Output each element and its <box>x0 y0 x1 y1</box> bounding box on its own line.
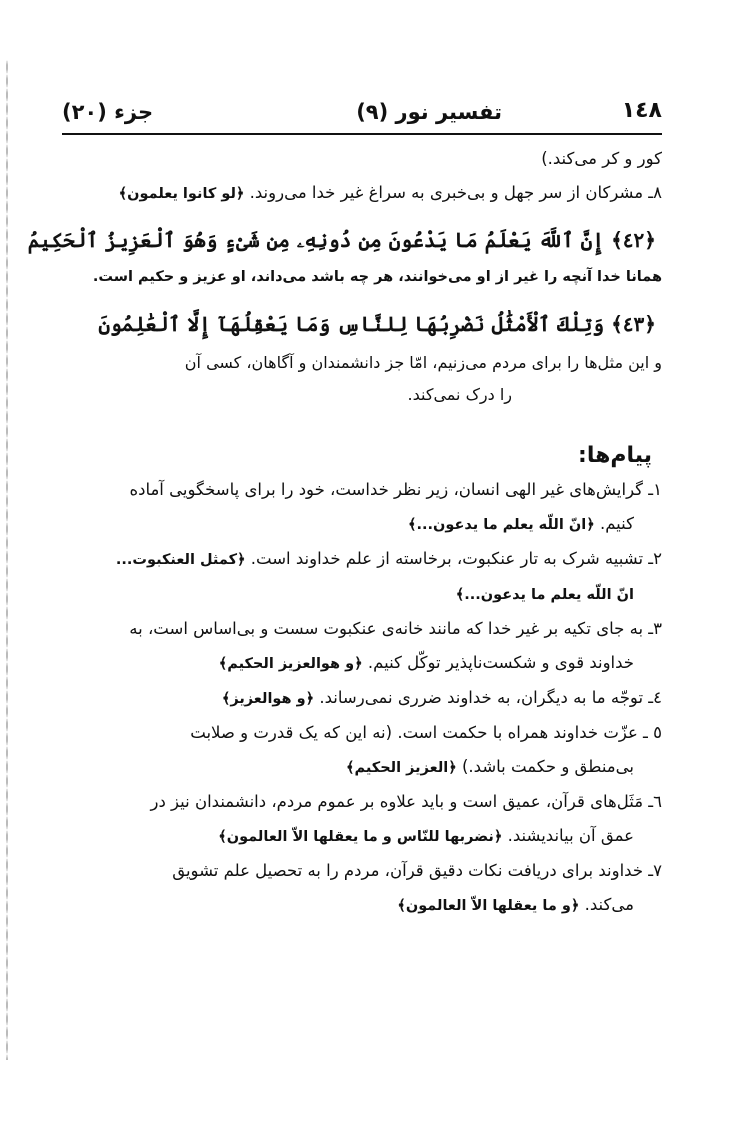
message-line: ٦ـ مَثَل‌های قرآن، عمیق است و باید علاوه بر عموم مردم، دانشمندان نیز در <box>150 792 662 811</box>
message-line <box>62 507 662 542</box>
part-label: جزء (٢٠) <box>62 100 154 124</box>
page-number: ١٤٨ <box>621 98 662 123</box>
message-item-4 <box>62 681 662 716</box>
message-line <box>62 577 662 612</box>
message-text: خداوند قوی و شکست‌ناپذیر توکّل کنیم. <box>367 653 634 672</box>
message-quote: ﴿العزیز الحکیم﴾ <box>346 760 457 776</box>
message-item-2 <box>62 542 662 612</box>
message-line <box>62 646 662 681</box>
verse-42-arabic: ﴿٤٢﴾ إِنَّ ٱللَّهَ يَعْلَمُ مَا يَدْعُونَ مِن دُونِهِۦ مِن شَىْءٍ وَهُوَ ٱلْعَزِيزُ ٱلْحَكِيمُ <box>27 228 656 252</box>
message-line: ٥ ـ عزّت خداوند همراه با حکمت است. (نه این که یک قدرت و صلابت <box>190 723 662 742</box>
item-text: ٨ـ مشرکان از سر جهل و بی‌خبری به سراغ غیر خدا می‌روند. <box>249 183 662 202</box>
intro-line: کور و کر می‌کند.) <box>541 149 662 168</box>
verse-42-translation: همانا خدا آنچه را غیر از او می‌خوانند، هر چه باشد می‌داند، او عزیز و حکیم است. <box>92 269 662 285</box>
message-line <box>62 888 662 923</box>
item-quote: ﴿لو کانوا یعلمون﴾ <box>118 186 245 202</box>
message-quote: انّ اللّه یعلم ما یدعون...﴾ <box>455 587 634 603</box>
intro-item-8 <box>62 176 662 211</box>
message-text: می‌کند. <box>584 895 634 914</box>
message-line <box>62 819 662 854</box>
message-quote: ﴿نضربها للنّاس و ما یعقلها الاّ العالمون﴾ <box>218 829 503 845</box>
messages-heading: پیام‌ها: <box>578 443 652 468</box>
message-text: ٢ـ تشبیه شرک به تار عنکبوت، برخاسته از علم خداوند است. <box>250 549 662 568</box>
message-line <box>62 750 662 785</box>
verse-43-translation-line2: را درک نمی‌کند. <box>407 385 512 404</box>
message-item-7 <box>62 854 662 923</box>
message-text: عمق آن بیاندیشند. <box>507 826 634 845</box>
message-text: کنیم. <box>599 514 634 533</box>
message-quote: ﴿انّ اللّه یعلم ما یدعون...﴾ <box>407 517 595 533</box>
verse-43-arabic: ﴿٤٣﴾ وَتِلْكَ ٱلْأَمْثَٰلُ نَضْرِبُهَا لِلنَّاسِ وَمَا يَعْقِلُهَآ إِلَّا ٱلْعَٰلِمُونَ <box>98 312 656 336</box>
page-content <box>27 142 662 923</box>
message-quote: ﴿کمثل العنکبوت... <box>115 552 246 568</box>
message-item-1 <box>62 473 662 542</box>
verse-43-translation-line1: و این مثل‌ها را برای مردم می‌زنیم، امّا جز دانشمندان و آگاهان، کسی آن <box>184 353 662 372</box>
message-line: ٧ـ خداوند برای دریافت نکات دقیق قرآن، مردم را به تحصیل علم تشویق <box>172 861 662 880</box>
message-quote: ﴿و ما یعقلها الاّ العالمون﴾ <box>397 898 580 914</box>
message-item-3 <box>62 612 662 681</box>
message-item-6 <box>62 785 662 854</box>
message-line: ١ـ گرایش‌های غیر الهی انسان، زیر نظر خداست، خود را برای پاسخگویی آماده <box>129 480 662 499</box>
message-item-5 <box>62 716 662 785</box>
running-header <box>62 98 662 128</box>
message-text: ٤ـ توجّه ما به دیگران، به خداوند ضرری نمی‌رساند. <box>319 688 662 707</box>
message-line: ٣ـ به جای تکیه بر غیر خدا که مانند خانه‌ی عنکبوت سست و بی‌اساس است، به <box>129 619 662 638</box>
scan-margin-dots <box>6 60 8 1060</box>
message-quote: ﴿و هوالعزیز الحکیم﴾ <box>218 656 363 672</box>
message-text: بی‌منطق و حکمت باشد.) <box>461 757 634 776</box>
book-title: تفسیر نور (٩) <box>356 100 502 124</box>
message-quote: ﴿و هوالعزیز﴾ <box>221 691 315 707</box>
message-line <box>62 542 662 577</box>
header-rule <box>62 133 662 135</box>
message-line <box>62 681 662 716</box>
